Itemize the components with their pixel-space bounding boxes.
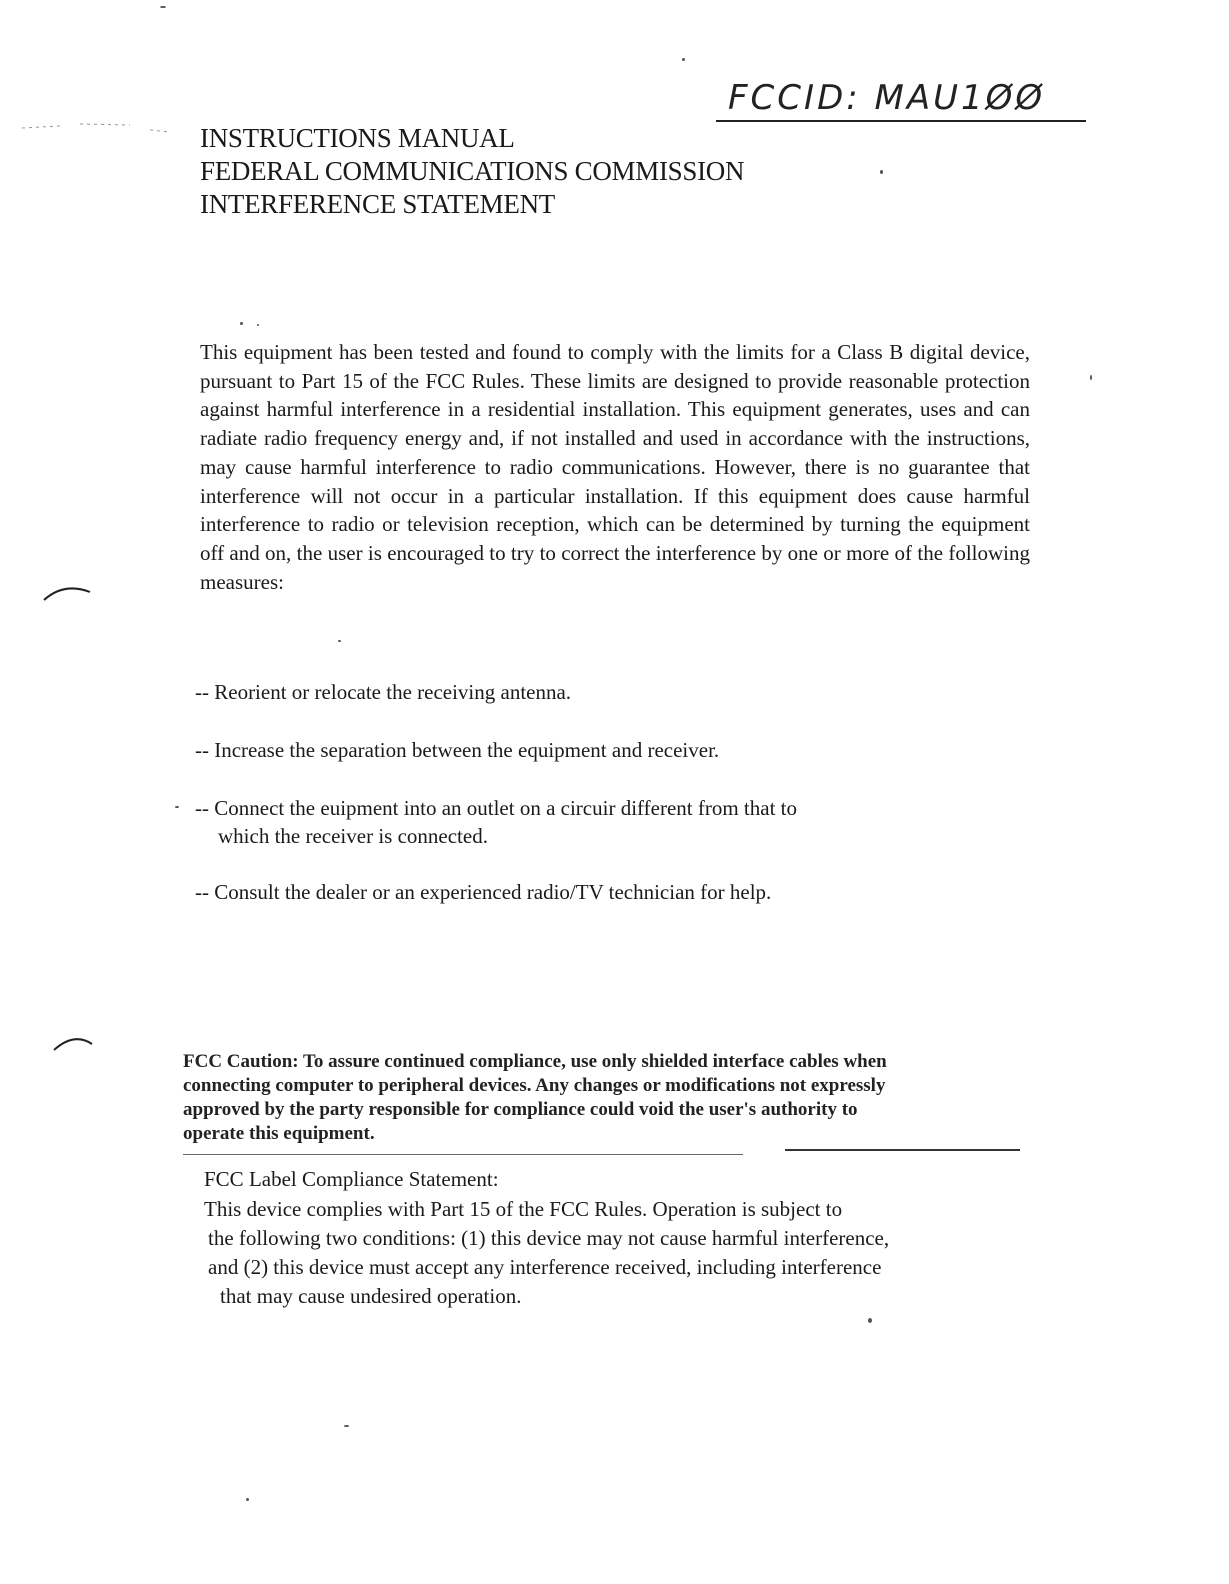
measure-item-3-continuation: which the receiver is connected. — [218, 824, 488, 848]
label-statement-line-2: the following two conditions: (1) this device may not cause harmful interference, — [208, 1226, 890, 1250]
measure-item-2-text: -- Increase the separation between the equipment and receiver. — [195, 738, 720, 762]
measure-item-1 — [195, 678, 571, 706]
scan-speck — [257, 324, 259, 326]
intro-paragraph: This equipment has been tested and found to comply with the limits for a Class B digital device, pursuant to Part 15 of the FCC Rules. These limits are designed to provide reasonable protection against harmful interference in a residential installation. This equipment generates, uses and can radiate radio frequency energy and, if not installed and used in accordance with the instructions, may cause harmful interference to radio communications. However, there is no guarantee that interference will not occur in a particular installation. If this equipment does cause harmful interference to radio or television reception, which can be determined by turning the equipment off and on, the user is encouraged to try to correct the interference by one or more of the following measures: — [200, 340, 1030, 594]
scan-speck — [880, 170, 883, 174]
title-line-2: FEDERAL COMMUNICATIONS COMMISSION — [200, 156, 745, 186]
divider-line-right — [785, 1149, 1020, 1151]
measure-item-2 — [195, 736, 719, 764]
title-line-3: INTERFERENCE STATEMENT — [200, 189, 555, 219]
scan-speck — [338, 640, 341, 642]
scan-speck — [175, 806, 179, 808]
measure-item-3-text: -- Connect the euipment into an outlet on a circuir different from that to — [195, 796, 798, 820]
scan-speck — [682, 58, 685, 61]
label-statement-line-4: that may cause undesired operation. — [220, 1284, 522, 1308]
label-statement-heading: FCC Label Compliance Statement: — [204, 1167, 499, 1191]
scan-speck — [868, 1318, 872, 1323]
document-title — [200, 122, 744, 221]
label-statement-line-3: and (2) this device must accept any interference received, including interference — [208, 1255, 882, 1279]
scan-mark-arc-1 — [40, 580, 100, 610]
measure-item-4 — [195, 878, 771, 906]
measure-item-4-text: -- Consult the dealer or an experienced radio/TV technician for help. — [195, 880, 772, 904]
fcc-id-underline — [716, 120, 1086, 122]
scan-speck — [160, 6, 166, 8]
divider-line — [183, 1154, 743, 1155]
measure-item-3 — [195, 794, 797, 850]
title-line-1: INSTRUCTIONS MANUAL — [200, 123, 515, 153]
scan-mark-arc-2 — [50, 1030, 110, 1060]
scan-speck — [240, 322, 243, 325]
label-statement-line-1: This device complies with Part 15 of the FCC Rules. Operation is subject to — [204, 1197, 843, 1221]
scan-speck — [246, 1498, 249, 1501]
fcc-caution: FCC Caution: To assure continued compliance, use only shielded interface cables when connecting computer to peripheral devices. Any changes or modifications not expressly approved by the party responsible for compliance could void the user's authority to operate this equipment. — [183, 1051, 887, 1144]
label-statement-body — [204, 1195, 994, 1311]
scan-speck — [1090, 375, 1092, 380]
fcc-id-handwritten: FCCID: MAU1ØØ — [728, 78, 1046, 118]
scan-noise-top-left — [20, 118, 200, 148]
measure-item-1-text: -- Reorient or relocate the receiving antenna. — [195, 680, 572, 704]
scan-speck — [344, 1425, 349, 1427]
